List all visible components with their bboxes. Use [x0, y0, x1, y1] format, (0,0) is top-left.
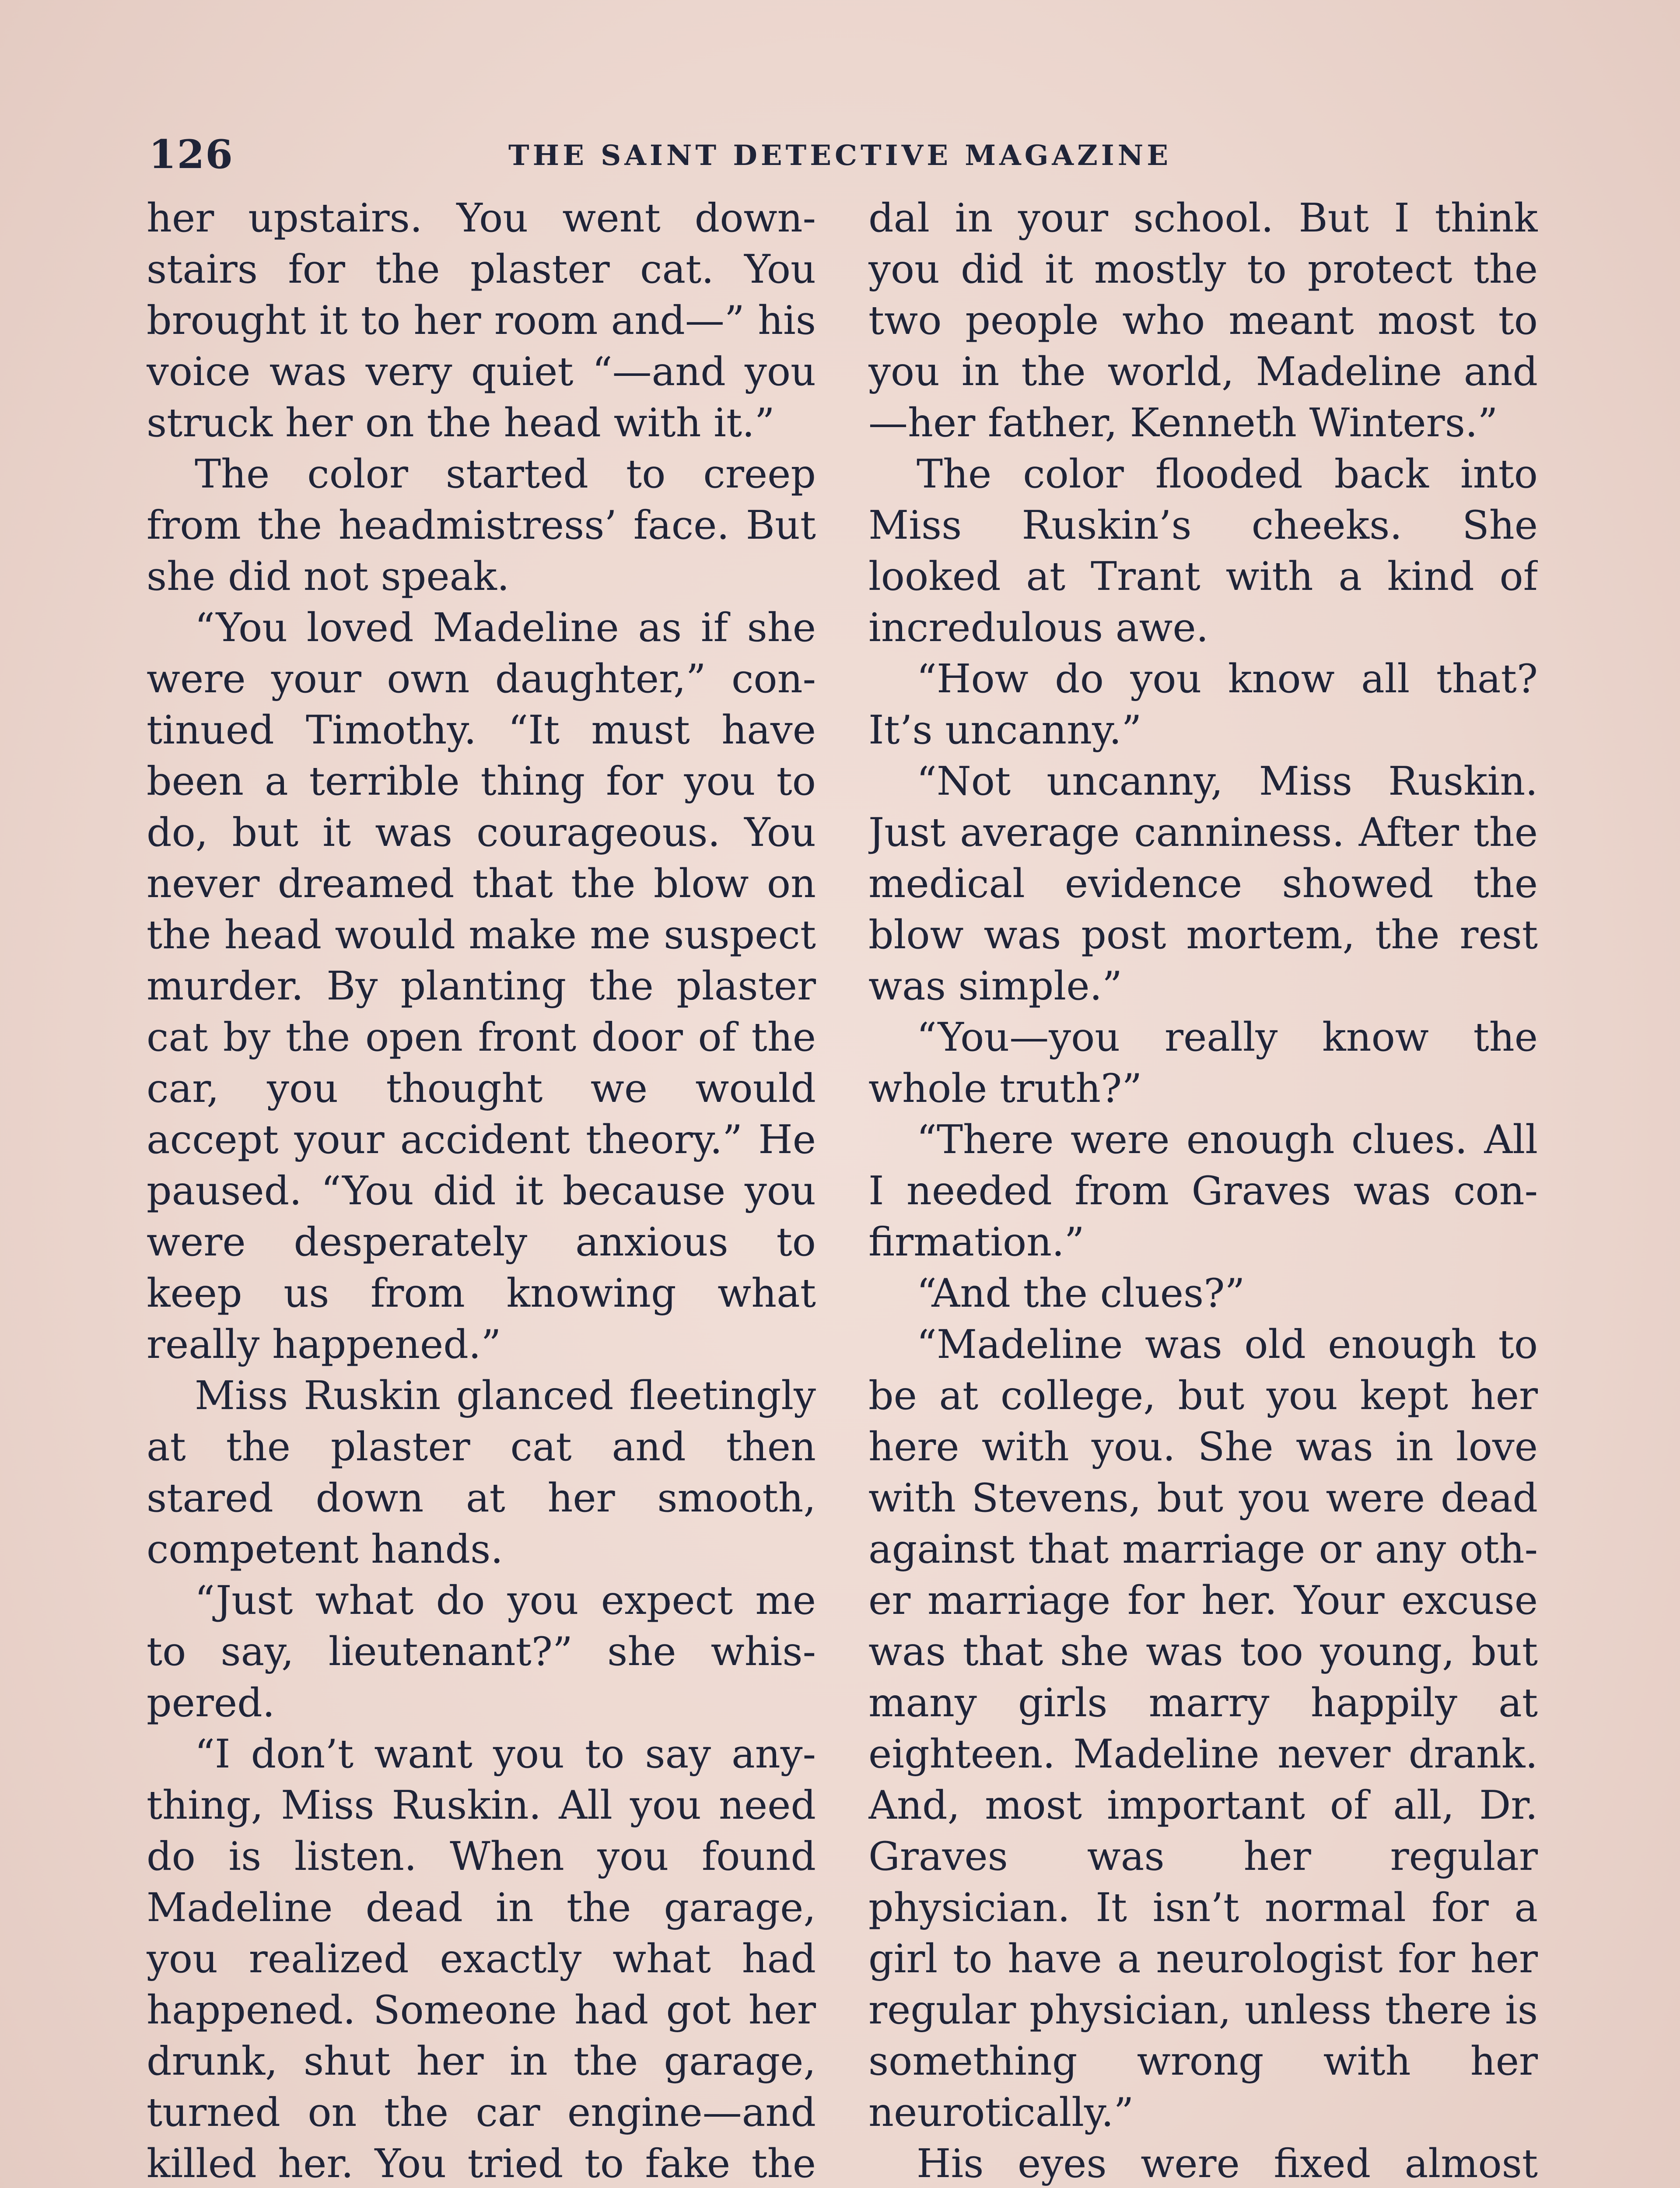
text-column-left — [147, 193, 816, 2188]
paragraph: “You loved Madeline as if she were your own daughter,” continued Timothy. “It must have been a terrible thing for you to do, but it was courageous. You never dreamed that the blow on the head would make me suspect murder. By planting the plaster cat by the open front door of the car, you thought we would accept your accident theory.” He paused. “You did it because you were desperately anxious to keep us from knowing what really happened.” — [147, 605, 816, 1368]
running-head: THE SAINT DETECTIVE MAGAZINE — [508, 139, 1172, 172]
paragraph: her upstairs. You went downstairs for the plaster cat. You brought it to her room and—” his voice was very quiet “—and you struck her on the head with it.” — [147, 195, 816, 446]
paragraph: “There were enough clues. All I needed from Graves was confirmation.” — [868, 1117, 1538, 1265]
paragraph: The color flooded back into Miss Ruskin’s cheeks. She looked at Trant with a kind of incredulous awe. — [868, 451, 1538, 651]
paragraph: “How do you know all that? It’s uncanny.” — [868, 656, 1538, 753]
text-column-right — [868, 193, 1538, 2188]
paragraph: “And the clues?” — [917, 1270, 1245, 1316]
paragraph: “You—you really know the whole truth?” — [868, 1014, 1538, 1112]
paragraph: His eyes were fixed almost — [917, 2141, 1538, 2187]
page-number: 126 — [149, 131, 234, 178]
paragraph: Miss Ruskin glanced fleetingly at the plaster cat and then stared down at her smooth, competent hands. — [147, 1373, 816, 1572]
paragraph: The color started to creep from the headmistress’ face. But she did not speak. — [147, 451, 816, 600]
paragraph: dal in your school. But I think you did it mostly to protect the two people who meant most to you in the world, Madeline and —her father, Kenneth Winters.” — [868, 195, 1538, 446]
paragraph: “Not uncanny, Miss Ruskin. Just average canniness. After the medical evidence showed the blow was post mortem, the rest was simple.” — [868, 758, 1538, 1009]
paragraph: “Just what do you expect me to say, lieutenant?” she whispered. — [147, 1578, 816, 1726]
paragraph: “I don’t want you to say anything, Miss Ruskin. All you need do is listen. When you found Madeline dead in the garage, you realized exactly what had happened. Someone had got her drunk, shut her in the garage, turned on the car engine—and killed her. You tried to fake the — [147, 1731, 816, 2187]
paragraph: “Madeline was old enough to be at college, but you kept her here with you. She was in love with Stevens, but you were dead against that marriage or any other marriage for her. Your excuse was that she was too young, but many girls marry happily at eighteen. Madeline never drank. And, most important of all, Dr. Graves was her regular physician. It isn’t normal for a girl to have a neurologist for her regular physician, unless there is something wrong with her neurotically.” — [868, 1322, 1538, 2135]
